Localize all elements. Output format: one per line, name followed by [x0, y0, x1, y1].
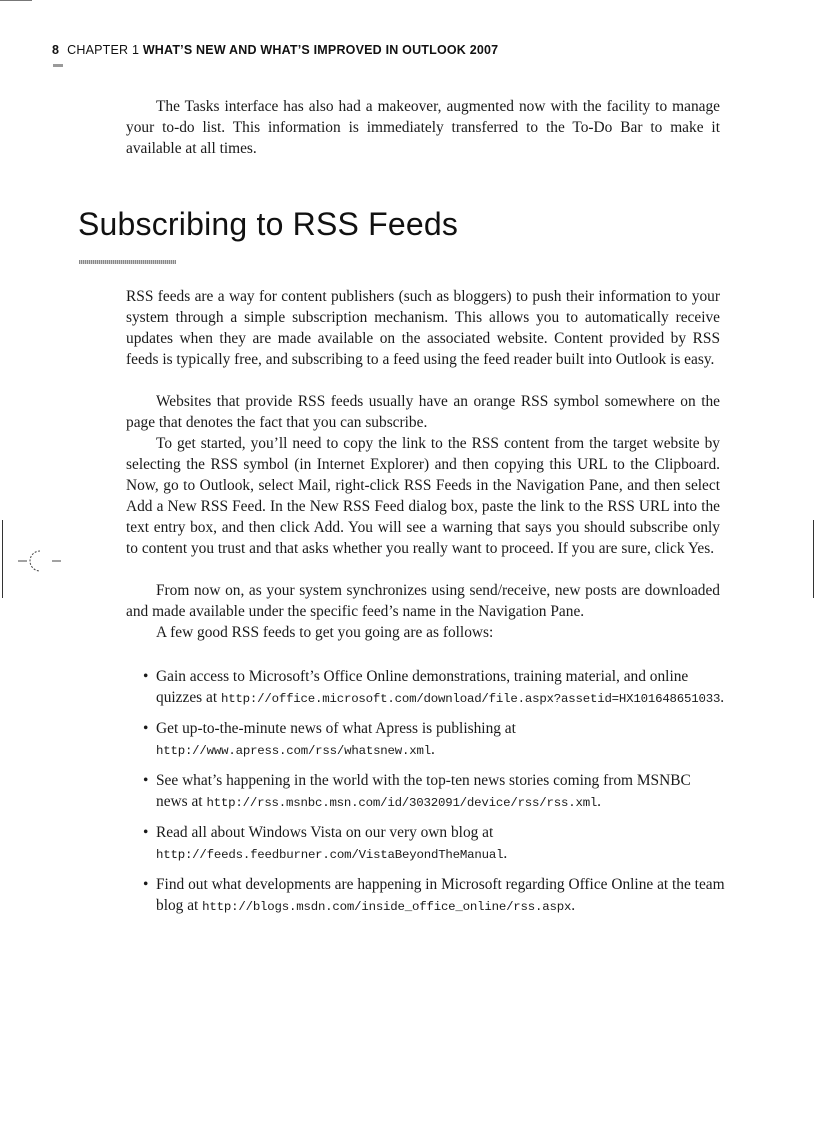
feed-url-link[interactable]: http://www.apress.com/rss/whatsnew.xml: [156, 744, 431, 758]
header-rule: [53, 64, 63, 67]
heading-rule: [79, 260, 176, 264]
list-item: • Get up-to-the-minute news of what Apress is publishing at http://www.apress.com/rss/whatsnew.xml.: [143, 720, 516, 758]
running-header: [52, 43, 498, 57]
body-paragraph: From now on, as your system synchronizes using send/receive, new posts are downloaded and made available under the specific feed’s name in the Navigation Pane.: [126, 582, 720, 620]
list-item: • See what’s happening in the world with the top-ten news stories coming from MSNBC news at http://rss.msnbc.msn.com/id/3032091/device/rss/rss.xml.: [143, 772, 691, 810]
feed-url-link[interactable]: http://rss.msnbc.msn.com/id/3032091/device/rss/rss.xml: [206, 796, 598, 810]
chapter-title: WHAT’S NEW AND WHAT’S IMPROVED IN OUTLOOK 2007: [142, 43, 499, 57]
margin-rule-left: [2, 520, 3, 598]
list-item: • Gain access to Microsoft’s Office Online demonstrations, training material, and online quizzes at http://office.microsoft.com/download/file.aspx?assetid=HX101648651033.: [143, 668, 725, 706]
body-paragraph: A few good RSS feeds to get you going are as follows:: [156, 624, 494, 641]
list-item: • Find out what developments are happening in Microsoft regarding Office Online at the team blog at http://blogs.msdn.com/inside_office_online/rss.aspx.: [143, 876, 725, 914]
bullet-icon: •: [143, 668, 149, 685]
feed-url-link[interactable]: http://feeds.feedburner.com/VistaBeyondTheManual: [156, 848, 504, 862]
margin-rule-right: [813, 520, 814, 598]
page-number: 8: [52, 43, 60, 57]
bullet-icon: •: [143, 772, 149, 789]
body-paragraph: Websites that provide RSS feeds usually have an orange RSS symbol somewhere on the page that denotes the fact that you can subscribe.: [126, 393, 720, 431]
body-paragraph: To get started, you’ll need to copy the link to the RSS content from the target website by selecting the RSS symbol (in Internet Explorer) and then copying this URL to the Clipboard. Now, go to Outlook, select Mail, right-click RSS Feeds in the Navigation Pane, and then select Add a New RSS Feed. In the New RSS Feed dialog box, paste the link to the RSS URL into the text entry box, and then click Add. You will see a warning that says you should subscribe only to content you trust and that asks whether you really want to proceed. If you are sure, click Yes.: [126, 435, 720, 557]
crop-mark: [0, 0, 32, 1]
section-heading: Subscribing to RSS Feeds: [78, 206, 459, 242]
feed-url-link[interactable]: http://blogs.msdn.com/inside_office_online/rss.aspx: [202, 900, 572, 914]
body-paragraph: RSS feeds are a way for content publishers (such as bloggers) to push their information to your system through a simple subscription mechanism. This allows you to automatically receive updates when they are made available on the associated website. Content provided by RSS feeds is typically free, and subscribing to a feed using the feed reader built into Outlook is easy.: [126, 288, 720, 368]
bullet-icon: •: [143, 876, 149, 893]
intro-paragraph: The Tasks interface has also had a makeover, augmented now with the facility to manage your to-do list. This information is immediately transferred to the To-Do Bar to make it available at all times.: [126, 98, 720, 157]
registration-mark-icon: [18, 548, 62, 574]
feed-url-link[interactable]: http://office.microsoft.com/download/file.aspx?assetid=HX101648651033: [220, 692, 721, 706]
bullet-icon: •: [143, 824, 149, 841]
rss-feed-list: [143, 666, 726, 926]
chapter-label: CHAPTER 1: [67, 43, 140, 57]
list-item: • Read all about Windows Vista on our very own blog at http://feeds.feedburner.com/VistaBeyondTheManual.: [143, 824, 508, 862]
bullet-icon: •: [143, 720, 149, 737]
